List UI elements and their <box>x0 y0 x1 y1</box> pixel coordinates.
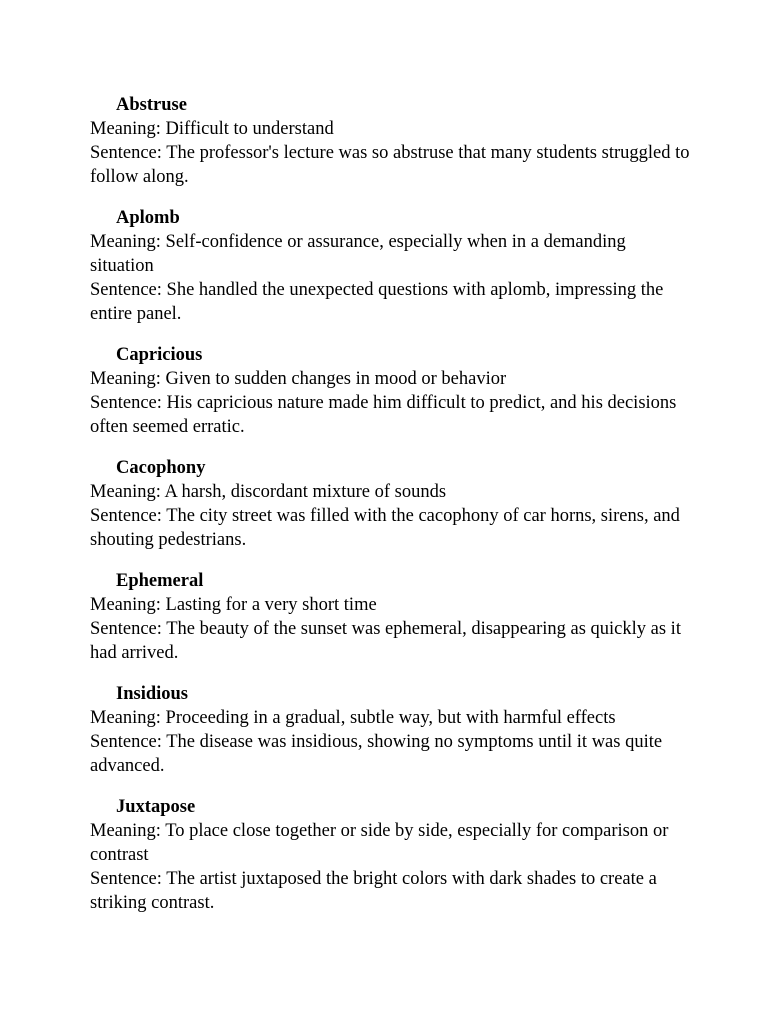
entry-sentence: Sentence: The city street was filled with the cacophony of car horns, sirens, and shouting pedestrians. <box>90 506 680 550</box>
entry-term: Cacophony <box>116 458 206 478</box>
vocab-entry-capricious <box>90 343 690 439</box>
entry-meaning: Meaning: Lasting for a very short time <box>90 595 377 615</box>
vocab-entry-abstruse <box>90 93 690 189</box>
entry-term: Ephemeral <box>116 571 204 591</box>
entry-sentence: Sentence: The professor's lecture was so abstruse that many students struggled to follow along. <box>90 143 690 187</box>
entry-term: Insidious <box>116 684 188 704</box>
vocab-entry-insidious <box>90 682 690 778</box>
entry-term: Capricious <box>116 345 203 365</box>
entry-sentence: Sentence: The artist juxtaposed the bright colors with dark shades to create a striking contrast. <box>90 869 657 913</box>
entry-meaning: Meaning: Difficult to understand <box>90 119 334 139</box>
entry-meaning: Meaning: A harsh, discordant mixture of sounds <box>90 482 447 502</box>
entry-meaning: Meaning: Proceeding in a gradual, subtle way, but with harmful effects <box>90 708 616 728</box>
entry-term: Juxtapose <box>116 797 196 817</box>
entry-sentence: Sentence: She handled the unexpected questions with aplomb, impressing the entire panel. <box>90 280 664 324</box>
entry-sentence: Sentence: The beauty of the sunset was ephemeral, disappearing as quickly as it had arrived. <box>90 619 681 663</box>
document-page <box>90 93 690 932</box>
vocab-entry-juxtapose <box>90 795 690 915</box>
entry-meaning: Meaning: Given to sudden changes in mood or behavior <box>90 369 507 389</box>
entry-term: Aplomb <box>116 208 180 228</box>
entry-sentence: Sentence: The disease was insidious, showing no symptoms until it was quite advanced. <box>90 732 663 776</box>
entry-meaning: Meaning: To place close together or side by side, especially for comparison or contrast <box>90 821 669 865</box>
vocab-entry-aplomb <box>90 206 690 326</box>
entry-sentence: Sentence: His capricious nature made him difficult to predict, and his decisions often seemed erratic. <box>90 393 677 437</box>
entry-meaning: Meaning: Self-confidence or assurance, especially when in a demanding situation <box>90 232 626 276</box>
entry-term: Abstruse <box>116 95 187 115</box>
vocab-entry-ephemeral <box>90 569 690 665</box>
vocab-entry-cacophony <box>90 456 690 552</box>
